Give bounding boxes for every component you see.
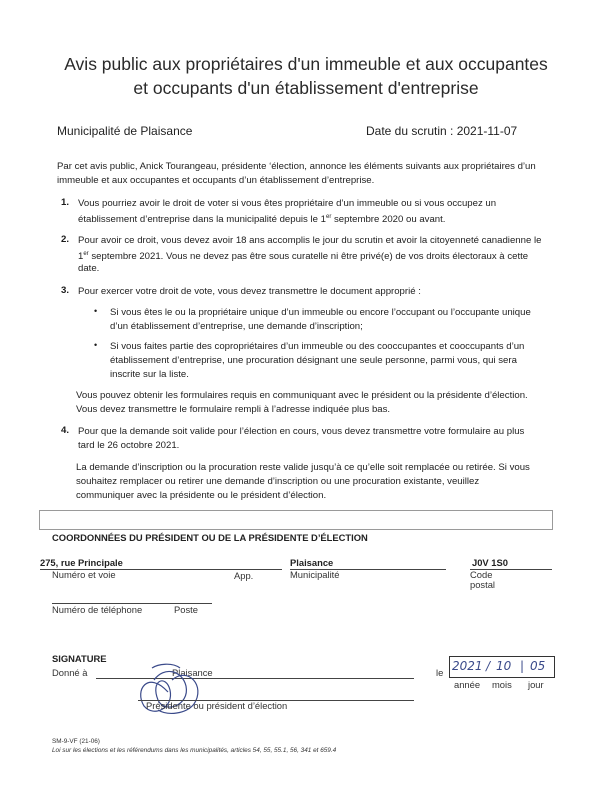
bullet-1-line-1: Si vous êtes le ou la propriétaire unique d’un immeuble ou encore l’occupant ou l’occupante unique (110, 307, 531, 318)
item-4-line-2: tard le 26 octobre 2021. (78, 440, 180, 451)
month-label: mois (492, 679, 512, 690)
blank-box (39, 510, 553, 530)
item-4-para-line-1: La demande d’inscription ou la procuration reste valide jusqu’à ce qu’elle soit remplacée ou retirée. Si vous (76, 462, 530, 473)
item-1-line-2: établissement d’entreprise dans la municipalité depuis le 1er septembre 2020 ou avant. (78, 214, 446, 226)
date-day: 05 (530, 659, 546, 673)
postal-code-label-1: Code (470, 569, 493, 580)
coordinates-heading: COORDONNÉES DU PRÉSIDENT OU DE LA PRÉSIDENTE D’ÉLECTION (52, 532, 368, 543)
item-1-line-1: Vous pourriez avoir le droit de voter si vous êtes propriétaire d’un immeuble ou si vous occupez un (78, 198, 497, 209)
title-line-2: et occupants d'un établissement d'entreprise (133, 78, 479, 98)
title-line-1: Avis public aux propriétaires d'un immeuble et aux occupantes (64, 54, 548, 74)
handwritten-signature (128, 660, 218, 722)
bullet-2: • (94, 340, 98, 350)
item-3-para-line-1: Vous pouvez obtenir les formulaires requis en communiquant avec le président ou la présidente d’élection. (76, 390, 528, 401)
bullet-1: • (94, 306, 98, 316)
item-2-line-2: 1er septembre 2021. Vous ne devez pas être sous curatelle ni être privé(e) de vos droits électoraux à cette (78, 251, 529, 263)
item-4-number: 4. (61, 425, 70, 436)
intro-line-1: Par cet avis public, Anick Tourangeau, présidente ‘élection, annonce les éléments suivants aux propriétaires d’un (57, 161, 536, 172)
form-code: SM-9-VF (21-06) (52, 738, 100, 745)
address-value: 275, rue Principale (40, 557, 123, 568)
item-4-line-1: Pour que la demande soit valide pour l’élection en cours, vous devez transmettre votre formulaire au plus (78, 426, 525, 437)
item-4-para-line-2: souhaitez remplacer ou retirer une demande d’inscription ou une procuration existante, veuillez (76, 476, 480, 487)
apartment-label: App. (234, 570, 254, 581)
intro-line-2: immeuble et aux occupantes et occupants d’un établissement d’entreprise. (57, 175, 375, 186)
given-at-label: Donné à (52, 667, 88, 678)
date-le-label: le (436, 667, 444, 678)
signature-heading: SIGNATURE (52, 653, 107, 664)
date-month: 10 (496, 659, 512, 673)
item-2-line-3: date. (78, 263, 100, 274)
municipality-value: Plaisance (290, 557, 334, 568)
item-2-number: 2. (61, 234, 70, 245)
item-3-line-1: Pour exercer votre droit de vote, vous devez transmettre le document approprié : (78, 286, 421, 297)
municipality-name: Municipalité de Plaisance (57, 124, 193, 138)
law-reference: Loi sur les élections et les référendums dans les municipalités, articles 54, 55, 55.1, 56, 341 et 659.4 (52, 747, 337, 754)
day-label: jour (528, 679, 544, 690)
municipality-label: Municipalité (290, 569, 340, 580)
signer-label: Présidente ou président d’élection (146, 700, 288, 711)
bullet-1-line-2: d’un établissement d’entreprise, une demande d’inscription; (110, 321, 363, 332)
extension-label: Poste (174, 604, 198, 615)
postal-code-label-2: postal (470, 579, 496, 590)
phone-label: Numéro de téléphone (52, 604, 143, 615)
date-slash-2: | (520, 659, 525, 673)
item-3-number: 3. (61, 285, 70, 296)
bullet-2-line-1: Si vous faites partie des copropriétaires d’un immeuble ou des cooccupantes et cooccupants d’un (110, 341, 525, 352)
item-1-number: 1. (61, 197, 70, 208)
item-4-para-line-3: communiquer avec la présidente ou le président d’élection. (76, 490, 327, 501)
item-2-line-1: Pour avoir ce droit, vous devez avoir 18 ans accomplis le jour du scrutin et avoir la citoyenneté canadienne le (78, 235, 542, 246)
bullet-2-line-3: inscrite sur la liste. (110, 369, 189, 380)
election-date: Date du scrutin : 2021-11-07 (366, 124, 518, 138)
year-label: année (454, 679, 481, 690)
given-at-value: Plaisance (172, 667, 213, 678)
item-3-para-line-2: Vous devez transmettre le formulaire rempli à l’adresse indiquée plus bas. (76, 404, 391, 415)
date-slash-1: / (486, 659, 491, 673)
date-year: 2021 (452, 659, 483, 673)
postal-code-value: J0V 1S0 (472, 557, 508, 568)
address-label: Numéro et voie (52, 569, 116, 580)
bullet-2-line-2: établissement d’entreprise, une procuration désignant une seule personne, parmi vous, qui sera (110, 355, 517, 366)
